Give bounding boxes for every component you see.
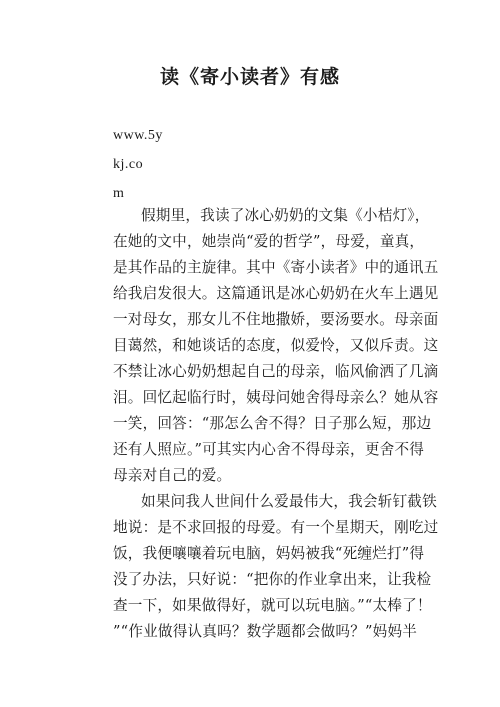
paragraph-2-line: ”“作业做得认真吗？数学题都会做吗？”妈妈半 [113,623,418,640]
paragraph-1-line: 在她的文中，她崇尚“爱的哲学”，母爱，童真， [113,233,425,250]
paragraph-2-line: 没了办法，只好说：“把你的作业拿出来，让我检 [113,571,432,588]
paragraph-2-line: 如果问我人世间什么爱最伟大，我会斩钉截铁 [141,493,437,510]
paragraph-1-line: 给我启发很大。这篇通讯是冰心奶奶在火车上遇见 [113,285,439,302]
paragraph-1-line: 泪。回忆起临行时，姨母问她舍得母亲么？她从容 [113,389,439,406]
url-line: www.5y [113,128,163,143]
paragraph-1-line: 母亲对自己的爱。 [113,467,232,484]
paragraph-2-line: 地说：是不求回报的母爱。有一个星期天，刚吃过 [113,519,439,536]
paragraph-1-line: 一笑，回答：“那怎么舍不得？日子那么短，那边 [113,415,432,432]
paragraph-1-line: 不禁让冰心奶奶想起自己的母亲，临风偷洒了几滴 [113,363,439,380]
paragraph-2-line: 查一下，如果做得好，就可以玩电脑。”“太棒了！ [113,597,432,614]
paragraph-1-line: 一对母女，那女儿不住地撒娇，要汤要水。母亲面 [113,311,439,328]
document-title: 读《寄小读者》有感 [159,66,340,88]
url-line: kj.co [113,157,144,172]
paragraph-1-line: 目蔼然，和她谈话的态度，似爱怜，又似斥责。这 [113,337,439,354]
paragraph-1-line: 假期里，我读了冰心奶奶的文集《小桔灯》， [141,207,430,224]
url-line: m [113,186,125,201]
paragraph-2-line: 饭，我便嚷嚷着玩电脑，妈妈被我“死缠烂打”得 [113,545,425,562]
paragraph-1-line: 是其作品的主旋律。其中《寄小读者》中的通讯五 [113,259,439,276]
paragraph-1-line: 还有人照应。”可其实内心舍不得母亲，更舍不得 [113,441,425,458]
